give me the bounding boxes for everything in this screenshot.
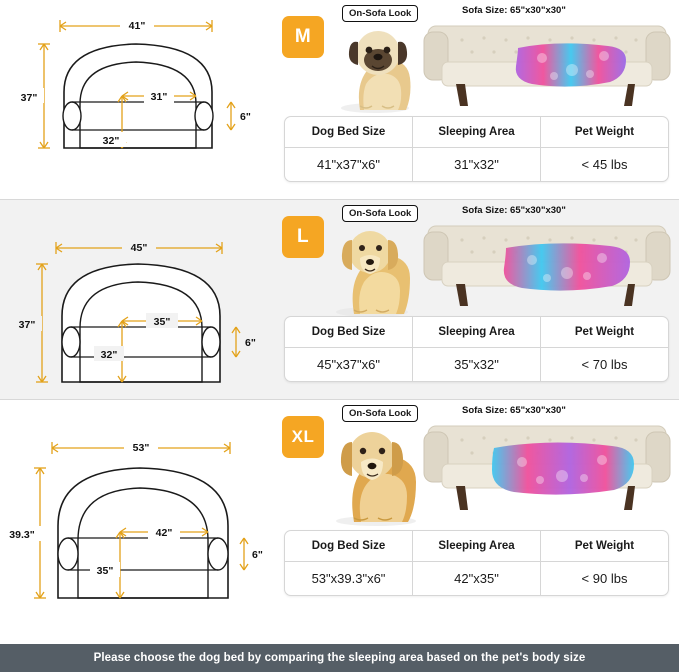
spec-table-xl (284, 530, 669, 596)
dog-photo-m (320, 22, 430, 114)
dim-height-xl: 39.3" (9, 529, 35, 541)
header-sleeping-area: Sleeping Area (412, 317, 540, 347)
dim-inner-width-xl: 42" (155, 527, 173, 539)
bed-diagram-l (0, 200, 272, 400)
header-bed-size: Dog Bed Size (311, 540, 386, 552)
on-sofa-look-label-xl: On-Sofa Look (342, 405, 418, 422)
value-pet-weight-xl: < 90 lbs (540, 562, 668, 595)
value-pet-weight-m: < 45 lbs (540, 148, 668, 181)
spec-header-row-l (285, 317, 668, 348)
on-sofa-look-label-m: On-Sofa Look (342, 5, 418, 22)
value-bed-size-xl: 53"x39.3"x6" (311, 571, 386, 586)
size-badge-xl: XL (282, 416, 324, 458)
dim-height-m: 37" (20, 92, 38, 104)
value-sleeping-area-xl: 42"x35" (412, 562, 540, 595)
dog-photo-l (314, 222, 429, 317)
sofa-size-label-xl: Sofa Size: 65"x30"x30" (462, 405, 566, 416)
dim-thickness-l: 6" (245, 337, 256, 349)
dim-inner-depth-l: 32" (100, 349, 118, 361)
spec-header-row-m (285, 117, 668, 148)
header-pet-weight: Pet Weight (540, 317, 668, 347)
header-pet-weight: Pet Weight (540, 531, 668, 561)
dog-photo-xl (314, 422, 436, 527)
sofa-photo-l (422, 218, 672, 313)
dim-height-l: 37" (18, 319, 36, 331)
spec-value-row-xl (285, 562, 668, 595)
spec-value-row-l (285, 348, 668, 381)
header-pet-weight: Pet Weight (540, 117, 668, 147)
dim-width-l: 45" (130, 242, 148, 254)
dim-inner-depth-m: 32" (102, 135, 120, 147)
value-pet-weight-l: < 70 lbs (540, 348, 668, 381)
dim-thickness-m: 6" (240, 111, 251, 123)
dim-width-xl: 53" (132, 442, 150, 454)
bed-diagram-xl (0, 400, 272, 644)
on-sofa-look-label-l: On-Sofa Look (342, 205, 418, 222)
spec-table-l (284, 316, 669, 382)
sofa-size-label-l: Sofa Size: 65"x30"x30" (462, 205, 566, 216)
dim-inner-width-l: 35" (153, 316, 171, 328)
content-xl (272, 400, 679, 644)
bed-diagram-m (0, 0, 272, 200)
content-l (272, 200, 679, 400)
footer-note: Please choose the dog bed by comparing the sleeping area based on the pet's body size (0, 644, 679, 672)
sofa-photo-m (422, 18, 672, 113)
size-badge-m: M (282, 16, 324, 58)
header-sleeping-area: Sleeping Area (412, 117, 540, 147)
sofa-photo-xl (422, 418, 672, 518)
header-bed-size: Dog Bed Size (311, 126, 386, 138)
dim-thickness-xl: 6" (252, 549, 263, 561)
header-bed-size: Dog Bed Size (311, 326, 386, 338)
spec-header-row-xl (285, 531, 668, 562)
size-badge-l: L (282, 216, 324, 258)
content-m (272, 0, 679, 200)
header-sleeping-area: Sleeping Area (412, 531, 540, 561)
value-sleeping-area-m: 31"x32" (412, 148, 540, 181)
value-bed-size-l: 45"x37"x6" (317, 357, 380, 372)
size-row-l (0, 200, 679, 400)
value-bed-size-m: 41"x37"x6" (317, 157, 380, 172)
value-sleeping-area-l: 35"x32" (412, 348, 540, 381)
spec-table-m (284, 116, 669, 182)
sofa-size-label-m: Sofa Size: 65"x30"x30" (462, 5, 566, 16)
spec-value-row-m (285, 148, 668, 181)
size-row-xl (0, 400, 679, 644)
dim-inner-width-m: 31" (150, 91, 168, 103)
dim-width-m: 41" (128, 20, 146, 32)
dim-inner-depth-xl: 35" (96, 565, 114, 577)
size-row-m (0, 0, 679, 200)
